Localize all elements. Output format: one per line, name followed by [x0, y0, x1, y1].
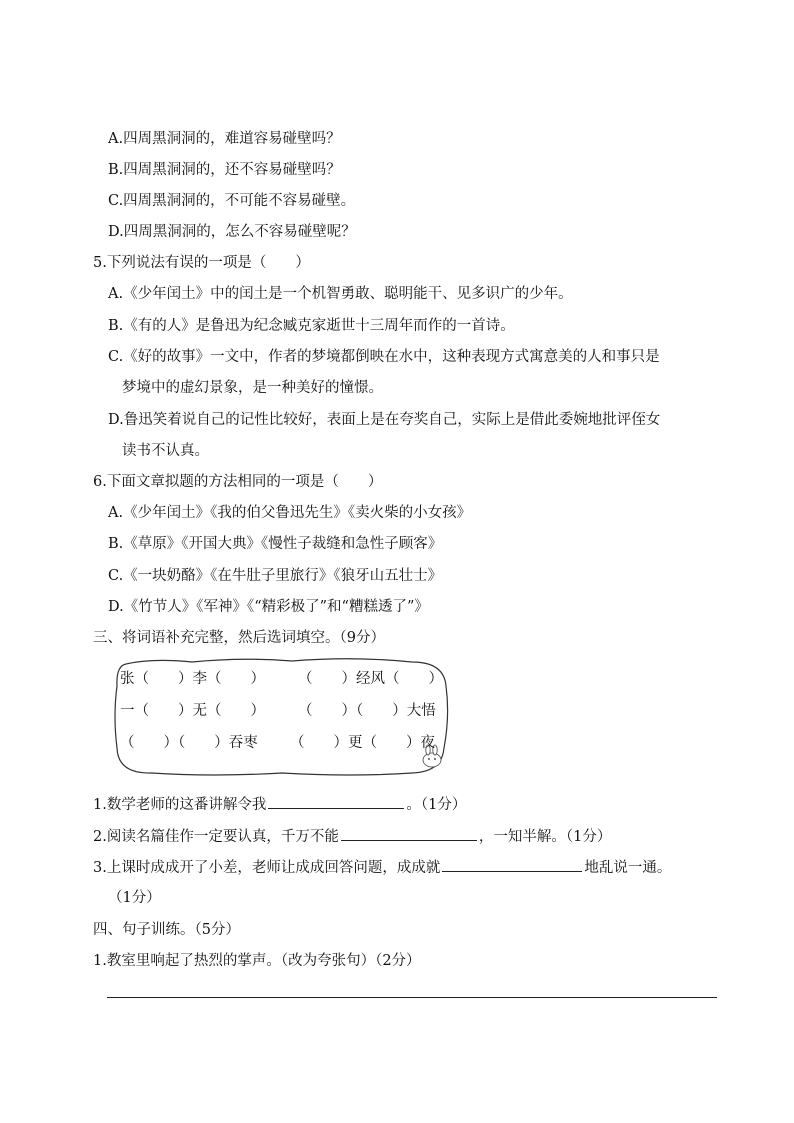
q6-option-a: A.《少年闰土》《我的伯父鲁迅先生》《卖火柴的小女孩》 — [108, 505, 472, 521]
q5-option-d-line2: 读书不认真。 — [122, 443, 209, 459]
q5-option-d-line1: D.鲁迅笑着说自己的记性比较好，表面上是在夸奖自己，实际上是借此委婉地批评侄女 — [108, 412, 661, 428]
q4-option-b: B.四周黑洞洞的，还不容易碰壁吗？ — [108, 162, 341, 178]
s3-q2-rest: ，一知半解。（1分） — [478, 829, 612, 845]
section4-title: 四、句子训练。（5分） — [93, 922, 240, 938]
section3-title: 三、将词语补充完整，然后选词填空。（9分） — [93, 630, 385, 646]
q6-option-c: C.《一块奶酪》《在牛肚子里旅行》《狼牙山五壮士》 — [108, 568, 443, 584]
q5-option-a: A.《少年闰土》中的闰土是一个机智勇敢、聪明能干、见多识广的少年。 — [108, 286, 573, 302]
s3-q1-score: 。（1分） — [406, 797, 467, 813]
s3-q1-text: 1.数学老师的这番讲解令我 — [93, 797, 267, 813]
s3-q3-blank[interactable] — [442, 857, 582, 872]
word-item-1: 张（ ）李（ ） — [120, 671, 265, 687]
q5-option-c-line2: 梦境中的虚幻景象，是一种美好的憧憬。 — [122, 380, 383, 396]
q4-option-c: C.四周黑洞洞的，不可能不容易碰壁。 — [108, 193, 356, 209]
q5-option-c-line1: C.《好的故事》一文中，作者的梦境都倒映在水中，这种表现方式寓意美的人和事只是 — [108, 349, 660, 365]
s3-q1-blank[interactable] — [268, 794, 404, 809]
q6-option-d: D.《竹节人》《军神》《“精彩极了”和“糟糕透了”》 — [108, 599, 429, 615]
s3-q3-rest: 地乱说一通。 — [584, 860, 672, 876]
s3-q3-score: （1分） — [108, 890, 161, 906]
s3-q2 — [93, 826, 611, 847]
word-item-5: （ ）（ ）吞枣 — [120, 735, 258, 751]
q5-stem: 5.下列说法有误的一项是（ ） — [93, 255, 310, 271]
word-item-3: 一（ ）无（ ） — [120, 703, 265, 719]
word-item-2: （ ）经风（ ） — [298, 671, 443, 687]
q6-stem: 6.下面文章拟题的方法相同的一项是（ ） — [93, 474, 383, 490]
s4-q1: 1.教室里响起了热烈的掌声。（改为夸张句）（2分） — [93, 953, 421, 969]
q5-option-b: B.《有的人》是鲁迅为纪念臧克家逝世十三周年而作的一首诗。 — [108, 318, 515, 334]
q6-option-b: B.《草原》《开国大典》《慢性子裁缝和急性子顾客》 — [108, 536, 443, 552]
s3-q2-blank[interactable] — [341, 826, 477, 841]
s3-q3-text: 3.上课时成成开了小差，老师让成成回答问题，成成就 — [93, 860, 441, 876]
q4-option-a: A.四周黑洞洞的，难道容易碰壁吗？ — [108, 131, 341, 147]
s4-q1-answer-line[interactable] — [107, 997, 717, 998]
s3-q2-text: 2.阅读名篇佳作一定要认真，千万不能 — [93, 829, 339, 845]
q4-option-d: D.四周黑洞洞的，怎么不容易碰壁呢？ — [108, 224, 356, 240]
word-item-4: （ ）（ ）大悟 — [298, 703, 436, 719]
s3-q3 — [93, 857, 671, 878]
s3-q1 — [93, 794, 466, 815]
word-item-6: （ ）更（ ）夜 — [290, 735, 435, 751]
